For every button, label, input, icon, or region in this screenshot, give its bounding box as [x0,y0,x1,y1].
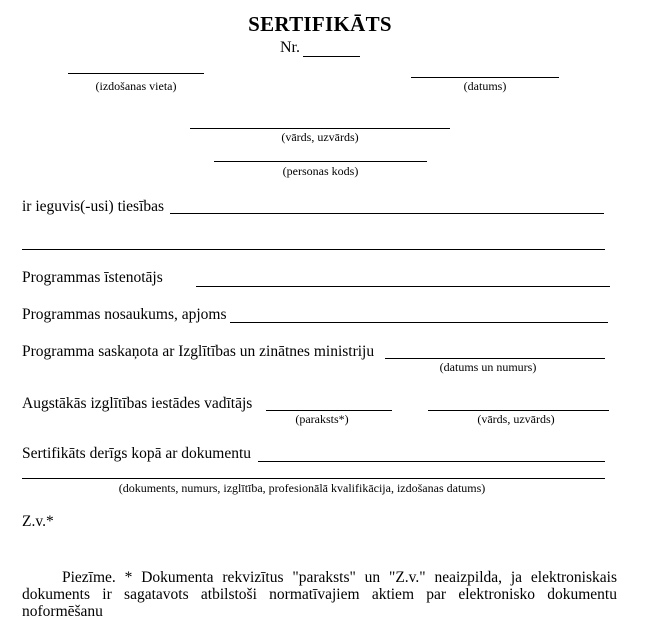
issue-place-field-line [68,73,204,74]
head-label: Augstākās izglītības iestādes vadītājs [22,395,253,412]
date-caption: (datums) [463,79,507,93]
personal-code-field-line [214,161,427,162]
footnote-line: Piezīme. * Dokumenta rekvizītus "paraksts" un "Z.v." neaizpilda, ja elektroniskais [62,569,617,586]
program-name-field-line [230,322,608,323]
valid-with-field-line-continued [22,478,605,479]
number-field-line [303,56,360,57]
valid-with-label: Sertifikāts derīgs kopā ar dokumentu [22,445,252,462]
footnote-line: dokuments ir sagatavots atbilstoši normatīvajiem aktiem par elektronisko dokumentu [22,586,617,603]
approval-field-line [385,358,605,359]
personal-code-caption: (personas kods) [282,164,359,178]
implementer-label: Programmas īstenotājs [22,269,163,286]
date-field-line [411,77,559,78]
signature-caption: (paraksts*) [295,412,349,426]
holder-name-caption: (vārds, uzvārds) [281,130,359,144]
approval-label: Programma saskaņota ar Izglītības un zinātnes ministriju [22,343,375,360]
footnote [22,569,617,620]
issue-place-caption: (izdošanas vieta) [95,79,177,93]
implementer-field-line [196,286,610,287]
rights-field-line-continued [22,249,605,250]
holder-name-field-line [190,128,450,129]
rights-field-line [170,213,604,214]
number-label: Nr. [280,39,300,56]
document-title: SERTIFIKĀTS [248,12,392,36]
rights-label: ir ieguvis(-usi) tiesības [22,198,165,215]
head-name-caption: (vārds, uzvārds) [477,412,555,426]
valid-with-field-line [258,461,605,462]
seal-label: Z.v.* [22,513,54,530]
program-name-label: Programmas nosaukums, apjoms [22,306,227,323]
approval-caption: (datums un numurs) [439,360,537,374]
signature-field-line [266,410,392,411]
head-name-field-line [428,410,609,411]
valid-with-caption: (dokuments, numurs, izglītība, profesionālā kvalifikācija, izdošanas datums) [118,481,486,495]
footnote-line: noformēšanu [22,603,103,620]
